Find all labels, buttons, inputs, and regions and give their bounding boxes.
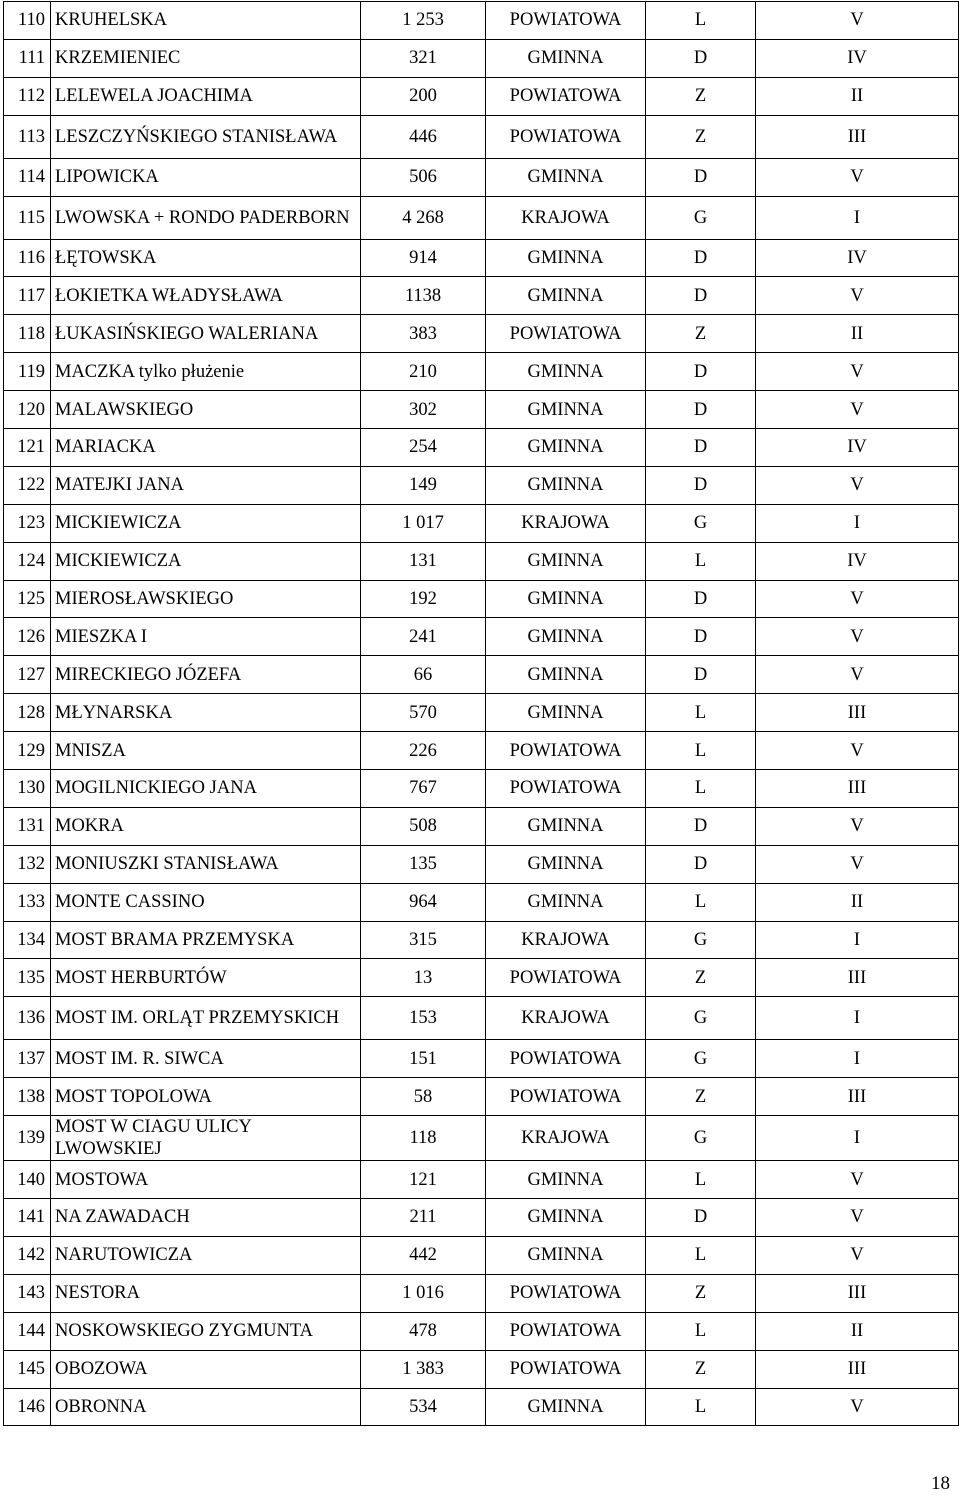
road-class-cell: L bbox=[646, 883, 756, 921]
table-row bbox=[4, 883, 959, 921]
maintenance-standard-cell: V bbox=[756, 391, 959, 429]
road-class-cell: L bbox=[646, 1236, 756, 1274]
table-row bbox=[4, 1236, 959, 1274]
road-class-cell: L bbox=[646, 770, 756, 808]
road-class-cell: G bbox=[646, 1040, 756, 1078]
row-number-cell: 127 bbox=[4, 656, 51, 694]
maintenance-standard-cell: V bbox=[756, 1388, 959, 1426]
row-number-cell: 130 bbox=[4, 770, 51, 808]
road-category-cell: GMINNA bbox=[486, 158, 646, 196]
length-cell: 200 bbox=[361, 77, 486, 115]
maintenance-standard-cell: V bbox=[756, 580, 959, 618]
maintenance-standard-cell: V bbox=[756, 618, 959, 656]
maintenance-standard-cell: V bbox=[756, 732, 959, 770]
table-row bbox=[4, 353, 959, 391]
length-cell: 534 bbox=[361, 1388, 486, 1426]
row-number-cell: 131 bbox=[4, 807, 51, 845]
table-row bbox=[4, 542, 959, 580]
road-class-cell: G bbox=[646, 1116, 756, 1161]
maintenance-standard-cell: III bbox=[756, 959, 959, 997]
table-row bbox=[4, 2, 959, 40]
row-number-cell: 145 bbox=[4, 1350, 51, 1388]
road-category-cell: GMINNA bbox=[486, 845, 646, 883]
road-class-cell: G bbox=[646, 921, 756, 959]
maintenance-standard-cell: V bbox=[756, 2, 959, 40]
row-number-cell: 136 bbox=[4, 997, 51, 1040]
length-cell: 192 bbox=[361, 580, 486, 618]
maintenance-standard-cell: V bbox=[756, 845, 959, 883]
road-class-cell: Z bbox=[646, 315, 756, 353]
street-name-cell: MARIACKA bbox=[51, 429, 361, 467]
length-cell: 1 253 bbox=[361, 2, 486, 40]
row-number-cell: 118 bbox=[4, 315, 51, 353]
row-number-cell: 124 bbox=[4, 542, 51, 580]
row-number-cell: 123 bbox=[4, 504, 51, 542]
street-name-cell: MOST IM. ORLĄT PRZEMYSKICH bbox=[51, 997, 361, 1040]
road-class-cell: D bbox=[646, 656, 756, 694]
length-cell: 118 bbox=[361, 1116, 486, 1161]
streets-table-body bbox=[4, 2, 959, 1426]
street-name-cell: MOST W CIAGU ULICY LWOWSKIEJ bbox=[51, 1116, 361, 1161]
length-cell: 211 bbox=[361, 1199, 486, 1237]
road-class-cell: G bbox=[646, 196, 756, 239]
street-name-cell: MOKRA bbox=[51, 807, 361, 845]
length-cell: 506 bbox=[361, 158, 486, 196]
road-class-cell: D bbox=[646, 580, 756, 618]
road-category-cell: GMINNA bbox=[486, 1388, 646, 1426]
maintenance-standard-cell: I bbox=[756, 1040, 959, 1078]
maintenance-standard-cell: III bbox=[756, 1274, 959, 1312]
road-class-cell: D bbox=[646, 39, 756, 77]
street-name-cell: ŁĘTOWSKA bbox=[51, 239, 361, 277]
length-cell: 478 bbox=[361, 1312, 486, 1350]
road-category-cell: GMINNA bbox=[486, 694, 646, 732]
length-cell: 131 bbox=[361, 542, 486, 580]
road-category-cell: GMINNA bbox=[486, 618, 646, 656]
table-row bbox=[4, 315, 959, 353]
table-row bbox=[4, 694, 959, 732]
row-number-cell: 142 bbox=[4, 1236, 51, 1274]
street-name-cell: MOST TOPOLOWA bbox=[51, 1078, 361, 1116]
table-row bbox=[4, 1040, 959, 1078]
row-number-cell: 112 bbox=[4, 77, 51, 115]
row-number-cell: 117 bbox=[4, 277, 51, 315]
table-row bbox=[4, 1388, 959, 1426]
row-number-cell: 139 bbox=[4, 1116, 51, 1161]
maintenance-standard-cell: V bbox=[756, 1161, 959, 1199]
row-number-cell: 111 bbox=[4, 39, 51, 77]
road-class-cell: L bbox=[646, 1161, 756, 1199]
road-class-cell: L bbox=[646, 1388, 756, 1426]
road-class-cell: Z bbox=[646, 1274, 756, 1312]
length-cell: 149 bbox=[361, 466, 486, 504]
table-row bbox=[4, 845, 959, 883]
maintenance-standard-cell: I bbox=[756, 504, 959, 542]
street-name-cell: NARUTOWICZA bbox=[51, 1236, 361, 1274]
street-name-cell: MONTE CASSINO bbox=[51, 883, 361, 921]
road-category-cell: POWIATOWA bbox=[486, 315, 646, 353]
maintenance-standard-cell: IV bbox=[756, 542, 959, 580]
maintenance-standard-cell: V bbox=[756, 1236, 959, 1274]
street-name-cell: LWOWSKA + RONDO PADERBORN bbox=[51, 196, 361, 239]
maintenance-standard-cell: V bbox=[756, 1199, 959, 1237]
road-class-cell: Z bbox=[646, 1078, 756, 1116]
length-cell: 570 bbox=[361, 694, 486, 732]
road-category-cell: GMINNA bbox=[486, 580, 646, 618]
road-category-cell: POWIATOWA bbox=[486, 2, 646, 40]
street-name-cell: LESZCZYŃSKIEGO STANISŁAWA bbox=[51, 115, 361, 158]
road-class-cell: D bbox=[646, 429, 756, 467]
length-cell: 241 bbox=[361, 618, 486, 656]
road-class-cell: L bbox=[646, 542, 756, 580]
length-cell: 210 bbox=[361, 353, 486, 391]
maintenance-standard-cell: I bbox=[756, 1116, 959, 1161]
length-cell: 1138 bbox=[361, 277, 486, 315]
maintenance-standard-cell: V bbox=[756, 158, 959, 196]
table-row bbox=[4, 580, 959, 618]
page-number: 18 bbox=[931, 1473, 950, 1494]
road-class-cell: L bbox=[646, 694, 756, 732]
table-row bbox=[4, 158, 959, 196]
maintenance-standard-cell: I bbox=[756, 196, 959, 239]
road-category-cell: GMINNA bbox=[486, 466, 646, 504]
table-row bbox=[4, 807, 959, 845]
road-category-cell: GMINNA bbox=[486, 239, 646, 277]
street-name-cell: KRUHELSKA bbox=[51, 2, 361, 40]
maintenance-standard-cell: III bbox=[756, 115, 959, 158]
table-row bbox=[4, 618, 959, 656]
road-class-cell: L bbox=[646, 1312, 756, 1350]
road-category-cell: GMINNA bbox=[486, 656, 646, 694]
road-class-cell: D bbox=[646, 353, 756, 391]
road-class-cell: Z bbox=[646, 1350, 756, 1388]
street-name-cell: MIESZKA I bbox=[51, 618, 361, 656]
length-cell: 383 bbox=[361, 315, 486, 353]
maintenance-standard-cell: II bbox=[756, 883, 959, 921]
road-category-cell: GMINNA bbox=[486, 1199, 646, 1237]
maintenance-standard-cell: II bbox=[756, 315, 959, 353]
row-number-cell: 146 bbox=[4, 1388, 51, 1426]
road-category-cell: GMINNA bbox=[486, 1161, 646, 1199]
road-class-cell: Z bbox=[646, 77, 756, 115]
road-category-cell: POWIATOWA bbox=[486, 1274, 646, 1312]
maintenance-standard-cell: III bbox=[756, 1350, 959, 1388]
road-category-cell: GMINNA bbox=[486, 391, 646, 429]
row-number-cell: 135 bbox=[4, 959, 51, 997]
length-cell: 66 bbox=[361, 656, 486, 694]
road-class-cell: D bbox=[646, 618, 756, 656]
table-row bbox=[4, 1078, 959, 1116]
length-cell: 226 bbox=[361, 732, 486, 770]
maintenance-standard-cell: IV bbox=[756, 239, 959, 277]
road-class-cell: D bbox=[646, 1199, 756, 1237]
row-number-cell: 143 bbox=[4, 1274, 51, 1312]
table-row bbox=[4, 391, 959, 429]
table-row bbox=[4, 239, 959, 277]
row-number-cell: 129 bbox=[4, 732, 51, 770]
street-name-cell: MOGILNICKIEGO JANA bbox=[51, 770, 361, 808]
row-number-cell: 132 bbox=[4, 845, 51, 883]
row-number-cell: 119 bbox=[4, 353, 51, 391]
road-category-cell: POWIATOWA bbox=[486, 1078, 646, 1116]
road-category-cell: GMINNA bbox=[486, 807, 646, 845]
length-cell: 254 bbox=[361, 429, 486, 467]
street-name-cell: NOSKOWSKIEGO ZYGMUNTA bbox=[51, 1312, 361, 1350]
table-row bbox=[4, 997, 959, 1040]
road-category-cell: KRAJOWA bbox=[486, 504, 646, 542]
street-name-cell: MALAWSKIEGO bbox=[51, 391, 361, 429]
road-category-cell: GMINNA bbox=[486, 39, 646, 77]
length-cell: 302 bbox=[361, 391, 486, 429]
road-class-cell: G bbox=[646, 504, 756, 542]
length-cell: 58 bbox=[361, 1078, 486, 1116]
road-class-cell: L bbox=[646, 732, 756, 770]
table-row bbox=[4, 656, 959, 694]
row-number-cell: 126 bbox=[4, 618, 51, 656]
road-class-cell: D bbox=[646, 391, 756, 429]
street-name-cell: NESTORA bbox=[51, 1274, 361, 1312]
road-category-cell: POWIATOWA bbox=[486, 959, 646, 997]
row-number-cell: 134 bbox=[4, 921, 51, 959]
length-cell: 315 bbox=[361, 921, 486, 959]
row-number-cell: 137 bbox=[4, 1040, 51, 1078]
length-cell: 1 016 bbox=[361, 1274, 486, 1312]
table-row bbox=[4, 770, 959, 808]
table-row bbox=[4, 1161, 959, 1199]
row-number-cell: 110 bbox=[4, 2, 51, 40]
length-cell: 13 bbox=[361, 959, 486, 997]
road-category-cell: POWIATOWA bbox=[486, 77, 646, 115]
maintenance-standard-cell: I bbox=[756, 997, 959, 1040]
length-cell: 446 bbox=[361, 115, 486, 158]
length-cell: 508 bbox=[361, 807, 486, 845]
street-name-cell: OBRONNA bbox=[51, 1388, 361, 1426]
road-category-cell: KRAJOWA bbox=[486, 921, 646, 959]
road-class-cell: D bbox=[646, 845, 756, 883]
street-name-cell: OBOZOWA bbox=[51, 1350, 361, 1388]
table-row bbox=[4, 196, 959, 239]
maintenance-standard-cell: III bbox=[756, 770, 959, 808]
row-number-cell: 120 bbox=[4, 391, 51, 429]
length-cell: 135 bbox=[361, 845, 486, 883]
street-name-cell: KRZEMIENIEC bbox=[51, 39, 361, 77]
table-row bbox=[4, 466, 959, 504]
road-category-cell: POWIATOWA bbox=[486, 770, 646, 808]
street-name-cell: MICKIEWICZA bbox=[51, 504, 361, 542]
row-number-cell: 140 bbox=[4, 1161, 51, 1199]
road-category-cell: POWIATOWA bbox=[486, 1312, 646, 1350]
road-category-cell: KRAJOWA bbox=[486, 1116, 646, 1161]
road-category-cell: KRAJOWA bbox=[486, 196, 646, 239]
length-cell: 1 383 bbox=[361, 1350, 486, 1388]
length-cell: 4 268 bbox=[361, 196, 486, 239]
street-name-cell: MOSTOWA bbox=[51, 1161, 361, 1199]
road-category-cell: GMINNA bbox=[486, 277, 646, 315]
road-category-cell: KRAJOWA bbox=[486, 997, 646, 1040]
table-row bbox=[4, 277, 959, 315]
road-class-cell: D bbox=[646, 239, 756, 277]
road-category-cell: GMINNA bbox=[486, 353, 646, 391]
row-number-cell: 138 bbox=[4, 1078, 51, 1116]
road-category-cell: GMINNA bbox=[486, 1236, 646, 1274]
road-class-cell: D bbox=[646, 807, 756, 845]
table-row bbox=[4, 1350, 959, 1388]
length-cell: 964 bbox=[361, 883, 486, 921]
row-number-cell: 122 bbox=[4, 466, 51, 504]
street-name-cell: MACZKA tylko płużenie bbox=[51, 353, 361, 391]
length-cell: 153 bbox=[361, 997, 486, 1040]
road-class-cell: D bbox=[646, 158, 756, 196]
row-number-cell: 121 bbox=[4, 429, 51, 467]
maintenance-standard-cell: II bbox=[756, 1312, 959, 1350]
street-name-cell: MONIUSZKI STANISŁAWA bbox=[51, 845, 361, 883]
street-name-cell: LELEWELA JOACHIMA bbox=[51, 77, 361, 115]
maintenance-standard-cell: III bbox=[756, 694, 959, 732]
street-name-cell: MATEJKI JANA bbox=[51, 466, 361, 504]
row-number-cell: 114 bbox=[4, 158, 51, 196]
street-name-cell: NA ZAWADACH bbox=[51, 1199, 361, 1237]
row-number-cell: 115 bbox=[4, 196, 51, 239]
maintenance-standard-cell: I bbox=[756, 921, 959, 959]
table-row bbox=[4, 1116, 959, 1161]
maintenance-standard-cell: V bbox=[756, 277, 959, 315]
length-cell: 442 bbox=[361, 1236, 486, 1274]
road-category-cell: GMINNA bbox=[486, 542, 646, 580]
road-category-cell: POWIATOWA bbox=[486, 1040, 646, 1078]
street-name-cell: MOST HERBURTÓW bbox=[51, 959, 361, 997]
row-number-cell: 113 bbox=[4, 115, 51, 158]
table-row bbox=[4, 732, 959, 770]
road-class-cell: D bbox=[646, 466, 756, 504]
row-number-cell: 125 bbox=[4, 580, 51, 618]
road-class-cell: L bbox=[646, 2, 756, 40]
maintenance-standard-cell: II bbox=[756, 77, 959, 115]
street-name-cell: MIRECKIEGO JÓZEFA bbox=[51, 656, 361, 694]
street-name-cell: MNISZA bbox=[51, 732, 361, 770]
length-cell: 767 bbox=[361, 770, 486, 808]
row-number-cell: 116 bbox=[4, 239, 51, 277]
length-cell: 321 bbox=[361, 39, 486, 77]
row-number-cell: 144 bbox=[4, 1312, 51, 1350]
road-category-cell: POWIATOWA bbox=[486, 732, 646, 770]
table-row bbox=[4, 115, 959, 158]
maintenance-standard-cell: IV bbox=[756, 429, 959, 467]
row-number-cell: 128 bbox=[4, 694, 51, 732]
length-cell: 1 017 bbox=[361, 504, 486, 542]
table-row bbox=[4, 1312, 959, 1350]
road-class-cell: G bbox=[646, 997, 756, 1040]
road-class-cell: Z bbox=[646, 115, 756, 158]
table-row bbox=[4, 959, 959, 997]
table-row bbox=[4, 1274, 959, 1312]
table-row bbox=[4, 39, 959, 77]
street-name-cell: ŁUKASIŃSKIEGO WALERIANA bbox=[51, 315, 361, 353]
street-name-cell: ŁOKIETKA WŁADYSŁAWA bbox=[51, 277, 361, 315]
maintenance-standard-cell: V bbox=[756, 807, 959, 845]
road-category-cell: GMINNA bbox=[486, 429, 646, 467]
table-row bbox=[4, 77, 959, 115]
maintenance-standard-cell: V bbox=[756, 353, 959, 391]
road-category-cell: POWIATOWA bbox=[486, 1350, 646, 1388]
length-cell: 121 bbox=[361, 1161, 486, 1199]
table-row bbox=[4, 921, 959, 959]
row-number-cell: 141 bbox=[4, 1199, 51, 1237]
street-name-cell: LIPOWICKA bbox=[51, 158, 361, 196]
maintenance-standard-cell: V bbox=[756, 656, 959, 694]
table-row bbox=[4, 504, 959, 542]
road-class-cell: D bbox=[646, 277, 756, 315]
street-name-cell: MIEROSŁAWSKIEGO bbox=[51, 580, 361, 618]
road-category-cell: POWIATOWA bbox=[486, 115, 646, 158]
maintenance-standard-cell: III bbox=[756, 1078, 959, 1116]
streets-table bbox=[3, 1, 959, 1426]
maintenance-standard-cell: IV bbox=[756, 39, 959, 77]
length-cell: 151 bbox=[361, 1040, 486, 1078]
street-name-cell: MOST BRAMA PRZEMYSKA bbox=[51, 921, 361, 959]
street-name-cell: MICKIEWICZA bbox=[51, 542, 361, 580]
street-name-cell: MOST IM. R. SIWCA bbox=[51, 1040, 361, 1078]
table-row bbox=[4, 429, 959, 467]
street-name-cell: MŁYNARSKA bbox=[51, 694, 361, 732]
row-number-cell: 133 bbox=[4, 883, 51, 921]
maintenance-standard-cell: V bbox=[756, 466, 959, 504]
road-class-cell: Z bbox=[646, 959, 756, 997]
length-cell: 914 bbox=[361, 239, 486, 277]
road-category-cell: GMINNA bbox=[486, 883, 646, 921]
table-row bbox=[4, 1199, 959, 1237]
